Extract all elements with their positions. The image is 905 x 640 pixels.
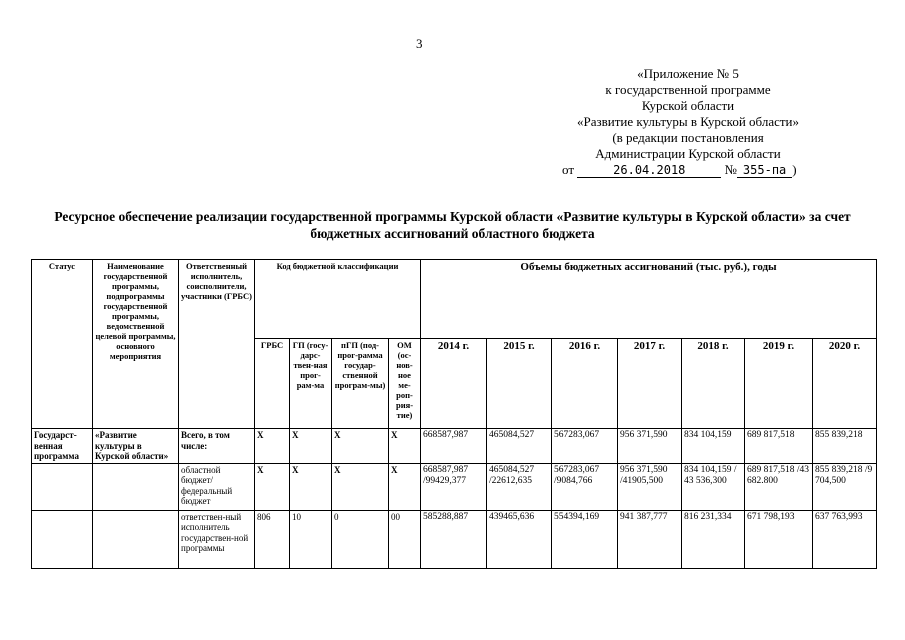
row-value-2019: 689 817,518: [745, 429, 813, 464]
appendix-date-line: [548, 162, 828, 178]
row-value-2018: 816 231,334: [682, 510, 745, 568]
row-pgp: Х: [332, 429, 389, 464]
row-name: [93, 510, 179, 568]
resolution-date: 26.04.2018: [577, 164, 721, 178]
row-value-2017: 941 387,777: [618, 510, 682, 568]
row-value-2019: 671 798,193: [745, 510, 813, 568]
row-value-2017: 956 371,590 /41905,500: [618, 463, 682, 510]
row-gp: 10: [290, 510, 332, 568]
row-value-2019: 689 817,518 /43 682.800: [745, 463, 813, 510]
header-year-2018: 2018 г.: [682, 339, 745, 429]
row-executor: ответствен-ный исполнитель государствен-ной программы: [179, 510, 255, 568]
header-grbs: ГРБС: [255, 339, 290, 429]
row-name: «Развитие культуры в Курской области»: [93, 429, 179, 464]
row-value-2017: 956 371,590: [618, 429, 682, 464]
appendix-block: [548, 66, 828, 178]
header-year-2019: 2019 г.: [745, 339, 813, 429]
row-om: 00: [389, 510, 421, 568]
row-value-2018: 834 104,159: [682, 429, 745, 464]
header-pgp: пГП (под-прог-рамма государ-ственной програм-мы): [332, 339, 389, 429]
row-executor: областной бюджет/ федеральный бюджет: [179, 463, 255, 510]
header-om: ОМ (ос-нов-ное ме-роп-рия-тие): [389, 339, 421, 429]
header-year-2020: 2020 г.: [813, 339, 877, 429]
row-value-2015: 465084,527: [487, 429, 552, 464]
document-title: Ресурсное обеспечение реализации государственной программы Курской области «Развитие культуры в Курской области» за счет бюджетных ассигнований областного бюджета: [54, 209, 851, 241]
header-year-2016: 2016 г.: [552, 339, 618, 429]
number-prefix: №: [724, 162, 737, 177]
row-om: Х: [389, 429, 421, 464]
header-budget-code: Код бюджетной классификации: [255, 260, 421, 339]
row-grbs: Х: [255, 429, 290, 464]
appendix-line-3: Курской области: [641, 98, 735, 113]
header-name: Наименование государственной программы, подпрограммы государственной программы, ведомственной целевой программы, основного мероприятия: [93, 260, 179, 429]
row-grbs: Х: [255, 463, 290, 510]
table-row: [32, 463, 877, 510]
page-number: 3: [416, 36, 423, 51]
row-status: Государст-венная программа: [32, 429, 93, 464]
appendix-line-1: «Приложение № 5: [637, 66, 739, 81]
row-grbs: 806: [255, 510, 290, 568]
row-pgp: 0: [332, 510, 389, 568]
header-year-2015: 2015 г.: [487, 339, 552, 429]
appendix-line-4: «Развитие культуры в Курской области»: [576, 114, 800, 129]
row-value-2014: 668587,987 /99429,377: [421, 463, 487, 510]
row-executor: Всего, в том числе:: [179, 429, 255, 464]
header-executor: Ответственный исполнитель, соисполнители, участники (ГРБС): [179, 260, 255, 429]
row-status: [32, 463, 93, 510]
row-pgp: Х: [332, 463, 389, 510]
header-year-2017: 2017 г.: [618, 339, 682, 429]
row-value-2015: 465084,527 /22612,635: [487, 463, 552, 510]
table-row: [32, 510, 877, 568]
row-om: Х: [389, 463, 421, 510]
row-value-2016: 567283,067: [552, 429, 618, 464]
closing-paren: ): [792, 162, 797, 177]
appendix-line-2: к государственной программе: [605, 82, 771, 97]
appendix-line-6: Администрации Курской области: [595, 146, 781, 161]
row-value-2016: 554394,169: [552, 510, 618, 568]
row-value-2016: 567283,067 /9084,766: [552, 463, 618, 510]
header-row-1: [32, 260, 877, 339]
header-status: Статус: [32, 260, 93, 429]
row-value-2014: 668587,987: [421, 429, 487, 464]
row-value-2020: 855 839,218 /9 704,500: [813, 463, 877, 510]
appendix-line-5: (в редакции постановления: [612, 130, 764, 145]
row-value-2020: 637 763,993: [813, 510, 877, 568]
header-year-2014: 2014 г.: [421, 339, 487, 429]
row-gp: Х: [290, 463, 332, 510]
row-name: [93, 463, 179, 510]
row-value-2018: 834 104,159 / 43 536,300: [682, 463, 745, 510]
header-volumes: Объемы бюджетных ассигнований (тыс. руб.), годы: [421, 260, 877, 339]
row-value-2015: 439465,636: [487, 510, 552, 568]
date-prefix: от: [562, 162, 575, 177]
row-gp: Х: [290, 429, 332, 464]
resource-table: [31, 259, 877, 569]
row-value-2014: 585288,887: [421, 510, 487, 568]
table-row: [32, 429, 877, 464]
header-gp: ГП (госу-дарс-твен-ная прог-рам-ма: [290, 339, 332, 429]
row-value-2020: 855 839,218: [813, 429, 877, 464]
resolution-number: 355-па: [737, 164, 792, 178]
row-status: [32, 510, 93, 568]
